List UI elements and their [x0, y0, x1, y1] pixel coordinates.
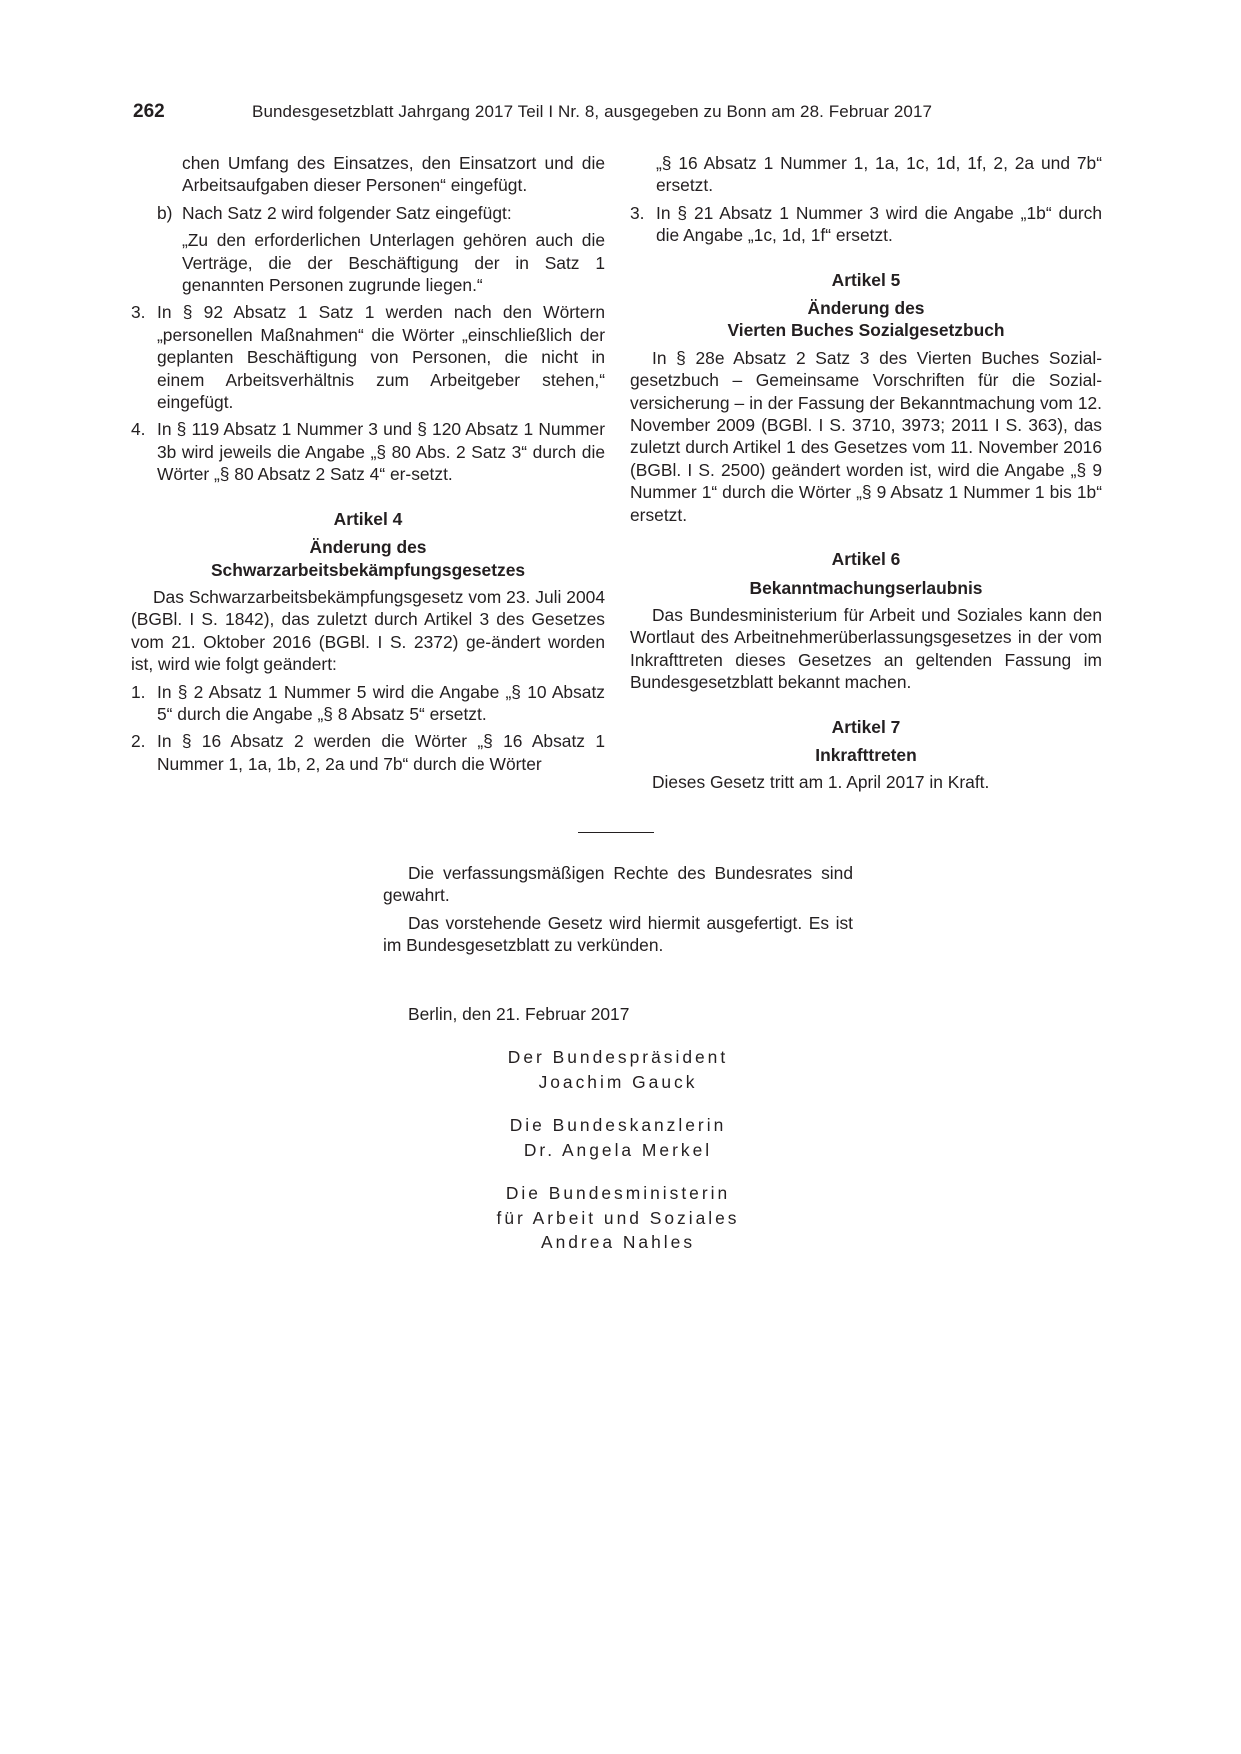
article-5-body: In § 28e Absatz 2 Satz 3 des Vierten Buches Sozial-gesetzbuch – Gemeinsame Vorschriften für die Sozial-versicherung – in der Fassung der Bekanntmachung vom 12. November 2009 (BGBl. I S. 3710, 3973; 2011 I S. 363), das zuletzt durch Artikel 1 des Gesetzes vom 11. November 2016 (BGBl. I S. 2500) geändert worden ist, wird die Angabe „§ 9 Nummer 1“ durch die Wörter „§ 9 Absatz 1 Nummer 1 bis 1b“ ersetzt.: [630, 347, 1102, 525]
article-5-title-line2: Vierten Buches Sozialgesetzbuch: [727, 320, 1005, 341]
continued-text: „§ 16 Absatz 1 Nummer 1, 1a, 1c, 1d, 1f, 2, 2a und 7b“ ersetzt.: [656, 153, 1102, 196]
article-7-label: Artikel 7: [831, 716, 901, 737]
article-4-item-2: [131, 730, 605, 775]
closing-paragraph-2: Das vorstehende Gesetz wird hiermit ausgefertigt. Es ist im Bundesgesetzblatt zu verkünden.: [383, 912, 853, 956]
section-divider: [578, 832, 654, 833]
list-text: In § 92 Absatz 1 Satz 1 werden nach den Wörtern „personellen Maßnahmen“ die Wörter „einschließlich der geplanten Beschäftigung von Personen, die nicht in einem Arbeitsverhältnis zum Arbeitgeber stehen,“ eingefügt.: [157, 302, 605, 413]
article-4-title-line1: Änderung des: [309, 537, 427, 558]
article-6-label: Artikel 6: [831, 549, 901, 570]
page-number: 262: [133, 101, 165, 122]
signatory-name: Andrea Nahles: [540, 1232, 696, 1252]
article-4-label: Artikel 4: [333, 508, 403, 529]
signature-minister: [383, 1181, 853, 1255]
signatory-title: Die Bundeskanzlerin: [509, 1115, 727, 1135]
list-text: In § 2 Absatz 1 Nummer 5 wird die Angabe „§ 10 Absatz 5“ durch die Angabe „§ 8 Absatz 5“ ersetzt.: [157, 681, 605, 724]
list-marker: 1.: [131, 681, 146, 702]
signatory-title: Die Bundesministerin: [505, 1183, 731, 1203]
quoted-sentence: „Zu den erforderlichen Unterlagen gehören auch die Verträge, die der Beschäftigung der in Satz 1 genannten Personen zugrunde liegen.“: [182, 230, 605, 296]
right-column: [630, 152, 1102, 794]
article-6-body: Das Bundesministerium für Arbeit und Soziales kann den Wortlaut des Arbeitnehmerüberlassungsgesetzes in der vom Inkrafttreten dieses Gesetzes an geltenden Fassung im Bundesgesetzblatt bekannt machen.: [630, 604, 1102, 693]
left-column: [131, 152, 605, 775]
list-text: In § 119 Absatz 1 Nummer 3 und § 120 Absatz 1 Nummer 3b wird jeweils die Angabe „§ 80 Abs. 2 Satz 3“ durch die Wörter „§ 80 Absatz 2 Satz 4“ er-setzt.: [157, 419, 605, 485]
signature-chancellor: [383, 1113, 853, 1162]
signatory-name: Joachim Gauck: [538, 1071, 698, 1092]
list-text: Nach Satz 2 wird folgender Satz eingefügt:: [182, 202, 512, 223]
list-marker: 3.: [630, 202, 645, 223]
publication-header: Bundesgesetzblatt Jahrgang 2017 Teil I Nr. 8, ausgegeben zu Bonn am 28. Februar 2017: [252, 102, 933, 121]
closing-paragraph-1: Die verfassungsmäßigen Rechte des Bundesrates sind gewahrt.: [383, 863, 853, 906]
place-date: Berlin, den 21. Februar 2017: [408, 1004, 630, 1024]
article-5-label: Artikel 5: [831, 269, 901, 290]
article-4-item-1: [131, 681, 605, 726]
signature-president: [383, 1045, 853, 1094]
list-marker: 4.: [131, 419, 146, 440]
continued-text: chen Umfang des Einsatzes, den Einsatzort und die Arbeitsaufgaben dieser Personen“ eingefügt.: [182, 153, 605, 196]
list-text: In § 16 Absatz 2 werden die Wörter „§ 16 Absatz 1 Nummer 1, 1a, 1b, 2, 2a und 7b“ durch die Wörter: [157, 731, 605, 774]
list-item-b: [131, 202, 605, 224]
article-4-body: Das Schwarzarbeitsbekämpfungsgesetz vom 23. Juli 2004 (BGBl. I S. 1842), das zuletzt durch Artikel 3 des Gesetzes vom 21. Oktober 2016 (BGBl. I S. 2372) ge-ändert worden ist, wird wie folgt geändert:: [131, 586, 605, 675]
list-item-3: [630, 202, 1102, 247]
signatory-name: Dr. Angela Merkel: [523, 1139, 713, 1160]
article-7-title: Inkrafttreten: [815, 744, 917, 765]
article-4-title-line2: Schwarzarbeitsbekämpfungsgesetzes: [210, 559, 526, 580]
signatory-title-2: für Arbeit und Soziales: [496, 1207, 740, 1228]
list-marker: b): [157, 202, 173, 223]
signatory-title: Der Bundespräsident: [507, 1047, 729, 1067]
list-item-3: [131, 301, 605, 413]
list-item-4: [131, 418, 605, 485]
list-marker: 2.: [131, 731, 146, 752]
list-marker: 3.: [131, 302, 146, 323]
article-6-title: Bekanntmachungserlaubnis: [749, 577, 983, 598]
article-5-title-line1: Änderung des: [807, 298, 925, 319]
list-text: In § 21 Absatz 1 Nummer 3 wird die Angabe „1b“ durch die Angabe „1c, 1d, 1f“ ersetzt.: [656, 202, 1102, 246]
article-7-body: Dieses Gesetz tritt am 1. April 2017 in Kraft.: [652, 772, 990, 793]
closing-block: [383, 862, 853, 957]
